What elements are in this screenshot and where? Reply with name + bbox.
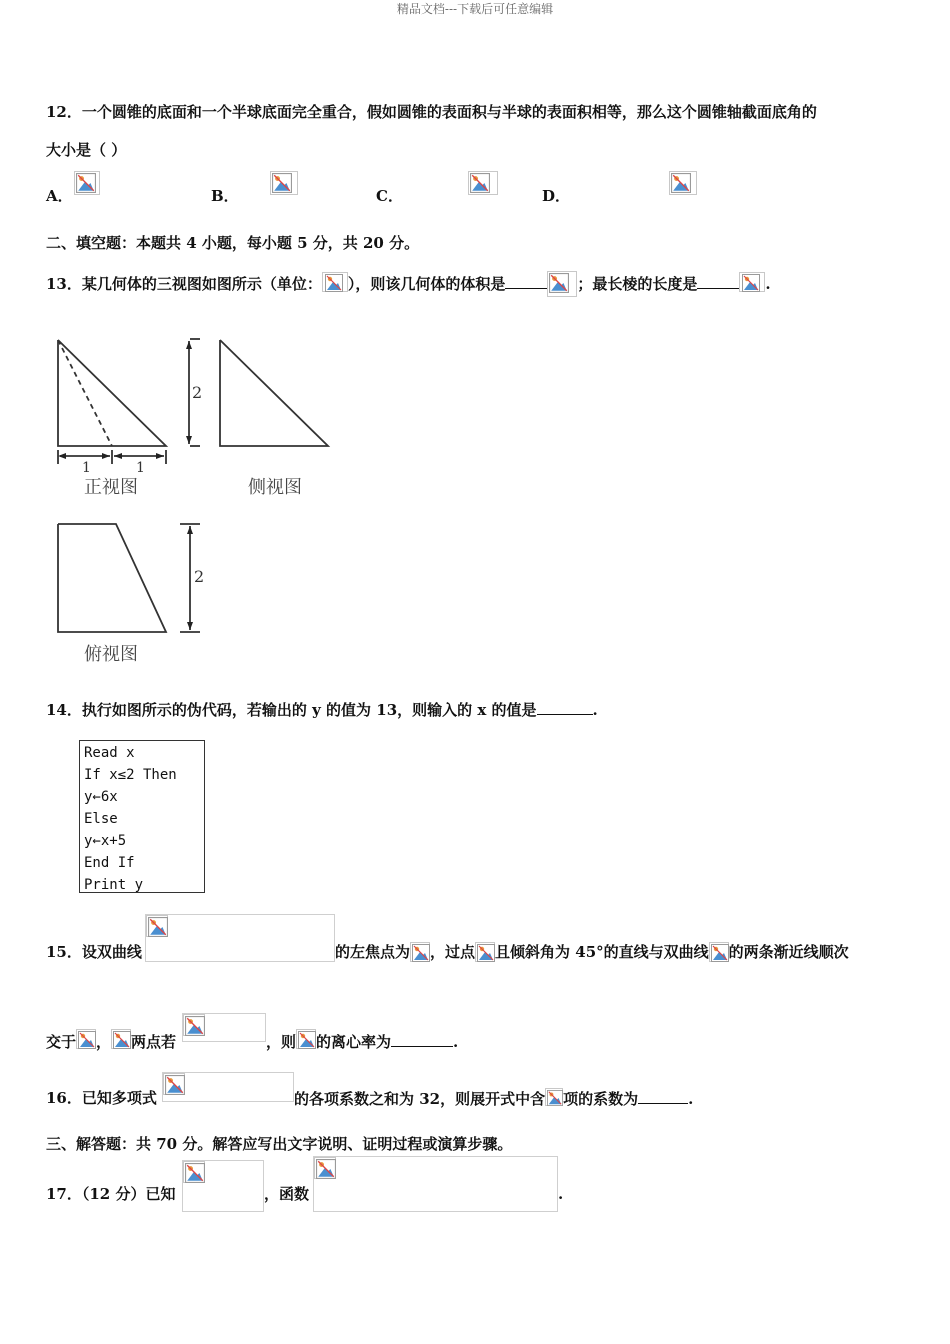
q12-option-c: C．: [376, 187, 403, 205]
option-a-image-icon: [74, 171, 100, 195]
code-line: Print y: [84, 877, 144, 893]
q15-line2: [46, 1029, 176, 1052]
polynomial-image-icon: [163, 1073, 185, 1095]
edge-blank: [697, 274, 739, 289]
code-line: y←6x: [84, 789, 118, 805]
given-image-icon: [183, 1161, 205, 1183]
q15-part7: ，: [96, 1033, 112, 1051]
polynomial-frame: [162, 1072, 294, 1102]
top-view-label: 俯视图: [84, 644, 138, 665]
q15-p1: 15．设双曲线: [46, 943, 142, 961]
top-view-shape: [58, 524, 166, 632]
code-line: y←x+5: [84, 833, 127, 849]
q15-part2: 的左焦点为: [335, 943, 411, 961]
point-b-image-icon: [111, 1029, 131, 1049]
q12-line1: 12．一个圆锥的底面和一个半球底面完全重合，假如圆锥的表面积与半球的表面积相等，那么这个圆锥轴截面底角的: [46, 103, 817, 121]
q14-text: [46, 700, 598, 720]
front-width-label-right: 1: [136, 460, 145, 476]
q15-end: .: [453, 1033, 459, 1051]
q14-question: 14．执行如图所示的伪代码，若输出的 y 的值为 13，则输入的 x 的值是: [46, 701, 537, 719]
section-2-heading: 二、填空题：本题共 4 小题，每小题 5 分，共 20 分。: [46, 234, 420, 252]
q15-part8: 两点若: [131, 1033, 177, 1051]
q16-blank: [638, 1089, 688, 1104]
curve-image-icon: [296, 1029, 316, 1049]
page-header: 精品文档---下载后可任意编辑: [396, 2, 554, 16]
focus-image-icon: [410, 942, 430, 962]
unit-image-icon: [322, 272, 348, 292]
q13-part4: .: [765, 275, 771, 293]
q16-end: .: [688, 1090, 694, 1108]
side-view-label: 侧视图: [248, 477, 302, 498]
q13-part1: 13．某几何体的三视图如图所示（单位：: [46, 275, 322, 293]
q12-option-d: D．: [542, 187, 571, 205]
term-image-icon: [545, 1088, 563, 1106]
q15-line2b: [266, 1029, 458, 1052]
q15-part4: 且倾斜角为 45°的直线与双曲线: [495, 943, 709, 961]
q15-part3: ，过点: [430, 943, 476, 961]
edge-image-icon: [739, 272, 765, 292]
front-view-label: 正视图: [84, 477, 138, 498]
option-b-image-icon: [270, 171, 298, 195]
q15-part5: 的两条渐近线顺次: [728, 943, 849, 961]
condition-image-icon: [183, 1014, 205, 1036]
point-a-image-icon: [76, 1029, 96, 1049]
q17-end: .: [558, 1185, 564, 1203]
hyperbola-image-icon: [146, 915, 168, 937]
q17-p1: 17．（12 分）已知: [46, 1185, 176, 1203]
q12-option-b: B．: [211, 187, 239, 205]
volume-image-icon: [547, 271, 577, 297]
front-height-label: 2: [192, 383, 203, 402]
q15-part10: 的离心率为: [316, 1033, 392, 1051]
q14-blank: [537, 700, 593, 715]
function-image-icon: [314, 1157, 336, 1179]
q15-part6: 交于: [46, 1033, 77, 1051]
front-view-shape: [58, 340, 166, 446]
q15-blank: [391, 1032, 453, 1047]
q16-part3: 项的系数为: [563, 1090, 639, 1108]
hyperbola-formula-frame: [145, 914, 335, 962]
q16-line: [294, 1088, 693, 1109]
code-line: If x≤2 Then: [84, 767, 177, 783]
front-view-hidden-edge: [58, 340, 112, 446]
q14-end: .: [592, 701, 598, 719]
code-line: Read x: [84, 745, 135, 761]
section-3-heading: 三、解答题：共 70 分。解答应写出文字说明、证明过程或演算步骤。: [46, 1135, 513, 1153]
q13-part3: ；最长棱的长度是: [577, 275, 698, 293]
q12-line2: 大小是（ ）: [46, 141, 127, 159]
volume-blank: [505, 274, 547, 289]
q12-option-a: A．: [46, 187, 73, 205]
front-width-label-left: 1: [82, 460, 91, 476]
q16-p1: 16．已知多项式: [46, 1089, 157, 1107]
q15-part9: ，则: [266, 1033, 297, 1051]
three-view-diagram: [40, 328, 350, 673]
top-height-label: 2: [194, 567, 205, 586]
option-d-image-icon: [669, 171, 697, 195]
q13-part2: ），则该几何体的体积是: [347, 275, 506, 293]
option-c-image-icon: [468, 171, 498, 195]
q17-p2: ，函数: [264, 1185, 310, 1203]
code-line: End If: [84, 855, 135, 871]
q15-line1: [335, 942, 849, 962]
point-image-icon: [475, 942, 495, 962]
q13-text: [46, 271, 771, 297]
vector-condition-frame: [182, 1013, 266, 1042]
given-condition-frame: [182, 1160, 264, 1212]
function-frame: [313, 1156, 558, 1212]
hyperbola-ref-image-icon: [709, 942, 729, 962]
q16-part2: 的各项系数之和为 32，则展开式中含: [294, 1090, 546, 1108]
pseudocode-box: [79, 740, 205, 893]
side-view-shape: [220, 340, 328, 446]
code-line: Else: [84, 811, 118, 827]
